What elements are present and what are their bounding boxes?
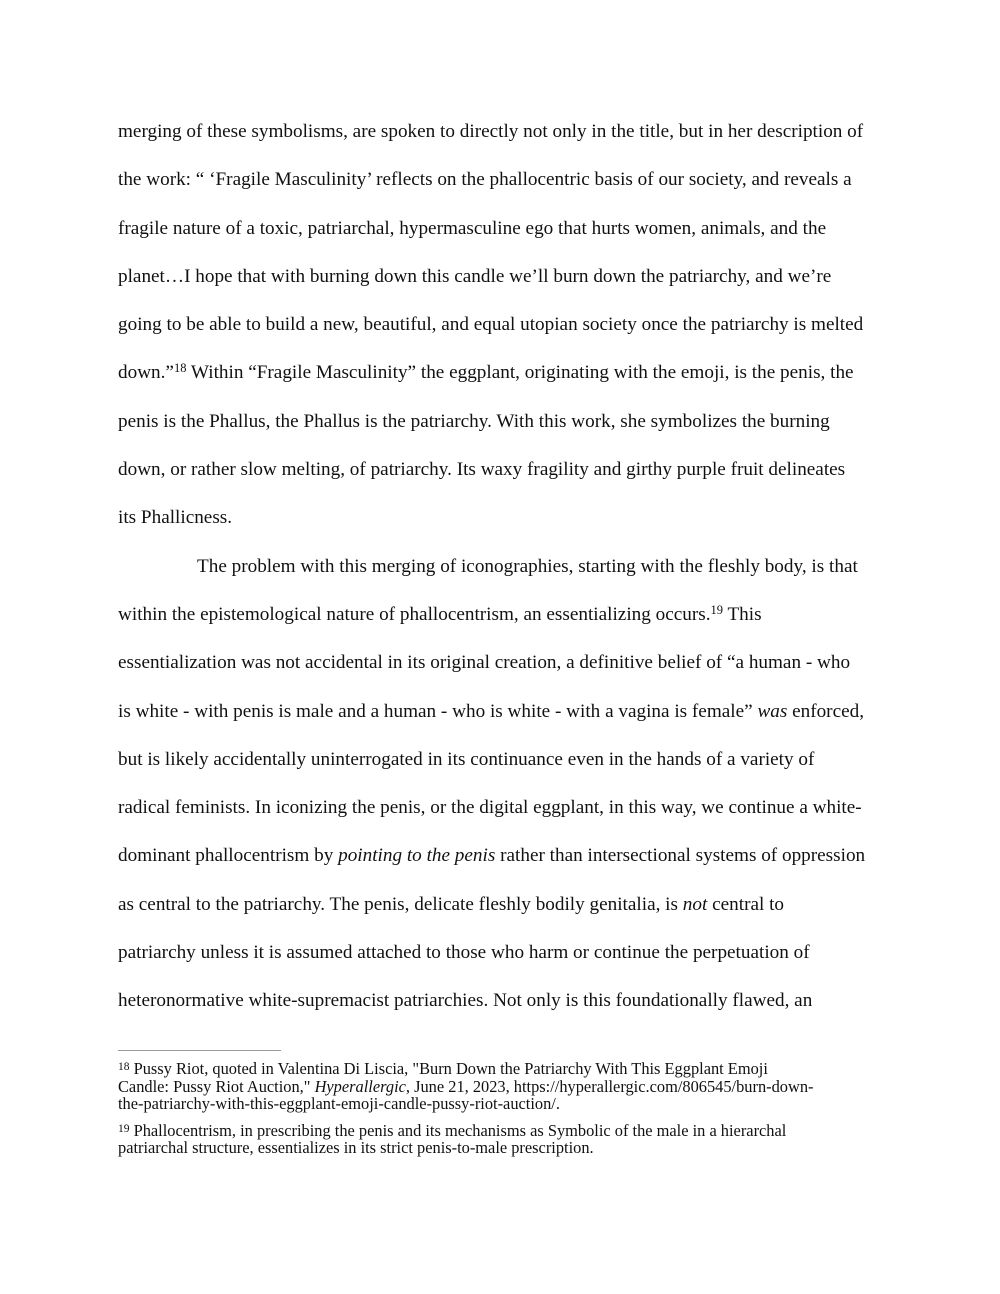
emphasis: pointing to the penis — [338, 845, 496, 867]
body-text — [118, 108, 882, 1026]
body-line: planet…I hope that with burning down this candle we’ll burn down the patriarchy, and we’re — [118, 265, 832, 287]
body-text-run: down.” — [118, 362, 174, 384]
footnote-line — [118, 1060, 888, 1078]
footnote-ref-18[interactable]: 18 — [173, 361, 187, 376]
body-line: radical feminists. In iconizing the penis, or the digital eggplant, in this way, we continue a white- — [118, 797, 862, 819]
body-line: down, or rather slow melting, of patriarchy. Its waxy fragility and girthy purple fruit delineates — [118, 459, 846, 481]
body-line — [118, 688, 882, 736]
body-text-run: within the epistemological nature of phallocentrism, an essentializing occurs. — [118, 603, 711, 625]
footnote-url[interactable]: the-patriarchy-with-this-eggplant-emoji-candle-pussy-riot-auction/. — [118, 1094, 560, 1113]
footnote-line — [118, 1078, 888, 1096]
body-line: but is likely accidentally uninterrogated in its continuance even in the hands of a variety of — [118, 748, 815, 770]
body-line: its Phallicness. — [118, 507, 233, 529]
body-line: patriarchy unless it is assumed attached to those who harm or continue the perpetuation of — [118, 942, 810, 964]
footnote-line — [118, 1122, 888, 1140]
body-line: heteronormative white-supremacist patriarchies. Not only is this foundationally flawed, an — [118, 990, 813, 1012]
footnote-18 — [118, 1060, 888, 1113]
journal-title: Hyperallergic — [314, 1076, 406, 1096]
body-line: essentialization was not accidental in its original creation, a definitive belief of “a human - who — [118, 652, 851, 674]
body-line: fragile nature of a toxic, patriarchal, hypermasculine ego that hurts women, animals, and the — [118, 217, 827, 239]
body-line: the work: “ ‘Fragile Masculinity’ reflects on the phallocentric basis of our society, and reveals a — [118, 169, 852, 191]
footnote-19 — [118, 1122, 888, 1157]
footnote-text: Candle: Pussy Riot Auction," — [118, 1076, 315, 1096]
body-text-run: dominant phallocentrism by — [118, 845, 339, 867]
paragraph-start-line: The problem with this merging of iconographies, starting with the fleshly body, is that — [197, 555, 858, 577]
footnote-link-text[interactable]: , June 21, 2023, https://hyperallergic.com/806545/burn-down- — [405, 1076, 814, 1096]
footnote-text: patriarchal structure, essentializes in its strict penis-to-male prescription. — [118, 1138, 594, 1157]
body-text-run: enforced, — [787, 700, 865, 722]
body-text-run: This — [723, 603, 762, 625]
body-line: going to be able to build a new, beautiful, and equal utopian society once the patriarchy is melted — [118, 314, 864, 336]
body-line — [118, 881, 882, 929]
footnote-ref-19[interactable]: 19 — [710, 602, 724, 617]
body-line — [118, 591, 882, 639]
body-text-run: central to — [707, 893, 785, 915]
body-text-run: as central to the patriarchy. The penis, delicate fleshly bodily genitalia, is — [118, 893, 683, 915]
footnote-number: 19 — [118, 1122, 130, 1135]
body-line: penis is the Phallus, the Phallus is the patriarchy. With this work, she symbolizes the burning — [118, 410, 830, 432]
body-line — [118, 349, 882, 397]
body-text-run: rather than intersectional systems of oppression — [495, 845, 866, 867]
emphasis: not — [682, 893, 708, 915]
body-line: merging of these symbolisms, are spoken to directly not only in the title, but in her description of — [118, 121, 864, 142]
body-text-run: Within “Fragile Masculinity” the eggplant, originating with the emoji, is the penis, the — [186, 362, 854, 384]
footnote-divider — [118, 1050, 281, 1051]
footnote-number: 18 — [118, 1061, 130, 1073]
footnote-text: Phallocentrism, in prescribing the penis and its mechanisms as Symbolic of the male in a hierarchal — [129, 1120, 787, 1140]
body-line — [118, 832, 882, 880]
body-text-run: is white - with penis is male and a human - who is white - with a vagina is female” — [118, 700, 758, 722]
footnotes — [118, 1050, 888, 1166]
footnote-text: Pussy Riot, quoted in Valentina Di Liscia, "Burn Down the Patriarchy With This Eggplant Emoji — [129, 1059, 768, 1078]
emphasis: was — [757, 700, 788, 722]
